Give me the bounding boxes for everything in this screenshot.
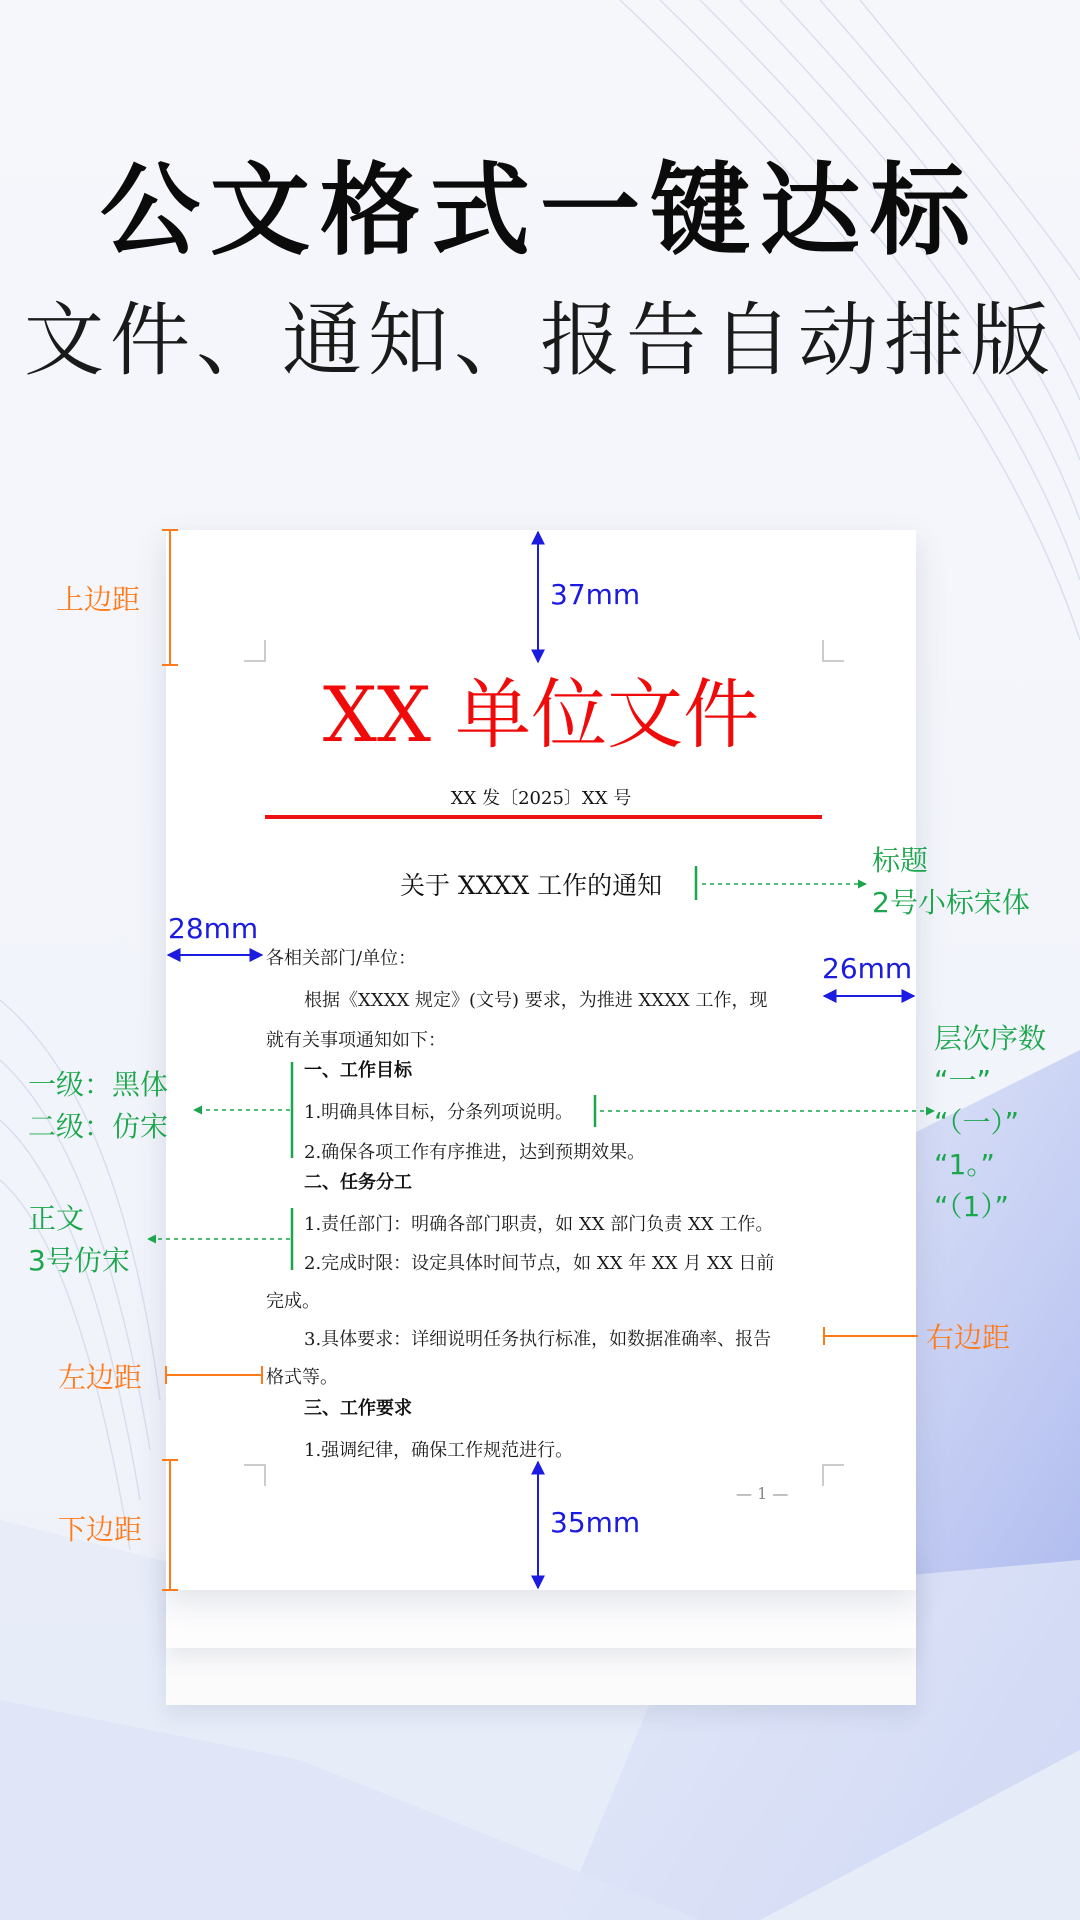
list-item: 2.完成时限：设定具体时间节点，如 XX 年 XX 月 XX 日前 bbox=[304, 1253, 775, 1274]
body-line: 就有关事项通知如下： bbox=[266, 1030, 446, 1051]
body-line: 完成。 bbox=[266, 1291, 320, 1312]
bottom-margin-label: 下边距 bbox=[58, 1513, 143, 1546]
subheadline: 文件、通知、报告自动排版 bbox=[24, 294, 1056, 387]
body-line: 根据《XXXX 规定》(文号) 要求，为推进 XXXX 工作，现 bbox=[304, 990, 768, 1011]
corner-mark-icon bbox=[822, 1464, 844, 1486]
body-line: 格式等。 bbox=[266, 1367, 338, 1388]
list-item: 3.具体要求：详细说明任务执行标准，如数据准确率、报告 bbox=[304, 1329, 772, 1350]
body-font-label: 正文 3号仿宋 bbox=[28, 1202, 130, 1277]
document-number: XX 发〔2025〕XX 号 bbox=[450, 788, 632, 809]
section-heading: 一、工作目标 bbox=[304, 1060, 412, 1081]
section-heading: 二、任务分工 bbox=[304, 1172, 412, 1193]
right-margin-value: 26mm bbox=[822, 952, 913, 985]
notice-title: 关于 XXXX 工作的通知 bbox=[400, 871, 663, 900]
page-number: — 1 — bbox=[736, 1484, 789, 1503]
list-item: 2.确保各项工作有序推进，达到预期效果。 bbox=[304, 1142, 646, 1163]
left-margin-label: 左边距 bbox=[58, 1361, 143, 1394]
section-heading: 三、工作要求 bbox=[304, 1398, 412, 1419]
salutation: 各相关部门/单位： bbox=[266, 948, 417, 969]
list-item: 1.责任部门：明确各部门职责，如 XX 部门负责 XX 工作。 bbox=[304, 1214, 774, 1235]
top-margin-value: 37mm bbox=[550, 578, 641, 611]
title-font-label: 标题 2号小标宋体 bbox=[872, 844, 1030, 919]
red-divider bbox=[265, 815, 822, 819]
bottom-margin-value: 35mm bbox=[550, 1506, 641, 1539]
corner-mark-icon bbox=[244, 640, 266, 662]
headline: 公文格式一键达标 bbox=[100, 152, 980, 269]
corner-mark-icon bbox=[822, 640, 844, 662]
hierarchy-label: 层次序数 “一” “（一）” “1。” “（1）” bbox=[934, 1022, 1047, 1223]
left-margin-value: 28mm bbox=[168, 912, 259, 945]
list-item: 1.明确具体目标，分条列项说明。 bbox=[304, 1102, 574, 1123]
right-margin-label: 右边距 bbox=[926, 1321, 1011, 1354]
list-item: 1.强调纪律，确保工作规范进行。 bbox=[304, 1440, 574, 1461]
heading-levels-label: 一级：黑体 二级：仿宋 bbox=[28, 1068, 169, 1143]
top-margin-label: 上边距 bbox=[56, 583, 141, 616]
document-title: XX 单位文件 bbox=[322, 670, 760, 759]
corner-mark-icon bbox=[244, 1464, 266, 1486]
